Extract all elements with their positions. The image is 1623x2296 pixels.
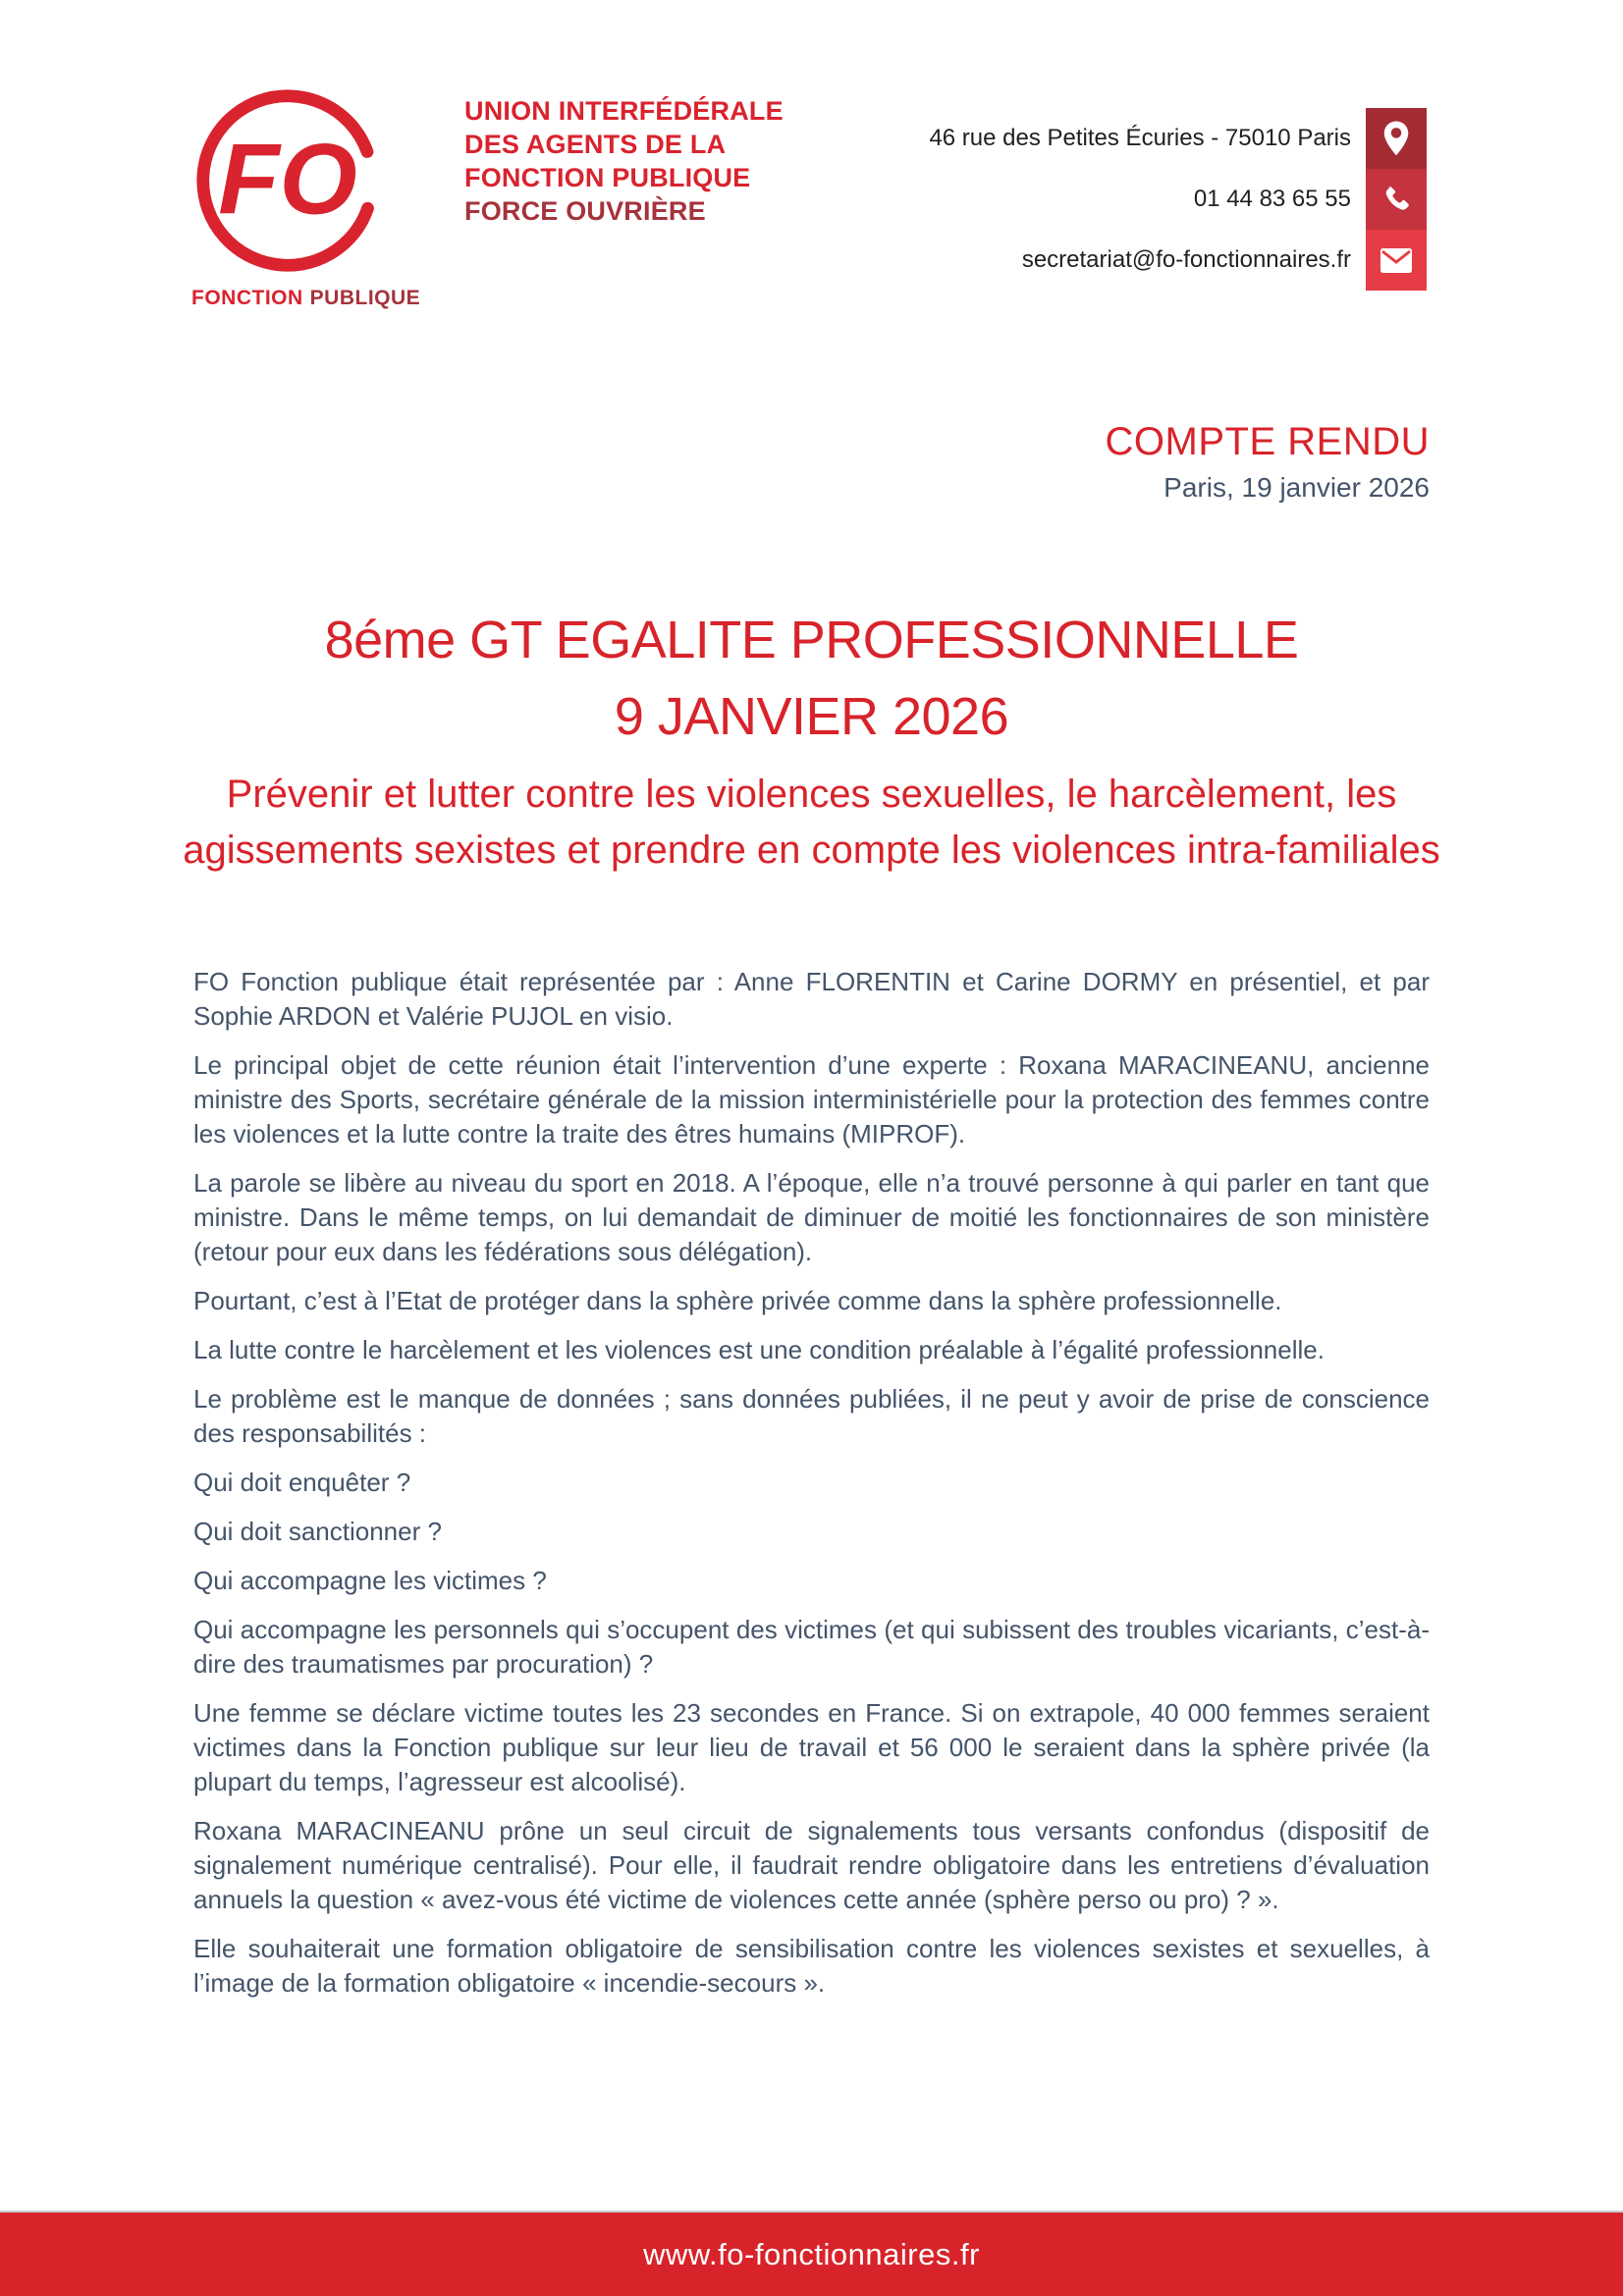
location-pin-icon <box>1366 108 1427 169</box>
footer-website: www.fo-fonctionnaires.fr <box>643 2236 980 2271</box>
paragraph: Elle souhaiterait une formation obligatoire de sensibilisation contre les violences sexistes et sexuelles, à l’image de la formation obligatoire « incendie-secours ». <box>193 1934 1430 1998</box>
letterhead <box>0 0 1623 310</box>
contact-icons-column <box>1366 108 1427 291</box>
paragraph: Qui accompagne les personnels qui s’occupent des victimes (et qui subissent des troubles vicariants, c’est-à-dire des traumatismes par procuration) ? <box>193 1615 1430 1679</box>
envelope-icon <box>1366 230 1427 291</box>
contact-email: secretariat@fo-fonctionnaires.fr <box>1021 246 1351 273</box>
org-line-4: FORCE OUVRIÈRE <box>464 196 706 226</box>
footer-bar <box>0 2211 1623 2296</box>
logo-caption-word2: PUBLIQUE <box>309 287 421 309</box>
paragraph: FO Fonction publique était représentée par : Anne FLORENTIN et Carine DORMY en présentiel, et par Sophie ARDON et Valérie PUJOL en visio. <box>193 967 1430 1031</box>
logo-caption-word1: FONCTION <box>191 287 303 309</box>
paragraph: Qui doit sanctionner ? <box>193 1517 442 1546</box>
org-line-1: UNION INTERFÉDÉRALE <box>464 96 784 126</box>
title-line-2: 9 JANVIER 2026 <box>614 687 1009 746</box>
title-block <box>0 602 1623 879</box>
phone-icon <box>1366 169 1427 230</box>
document-body <box>0 965 1623 2001</box>
paragraph: Qui doit enquêter ? <box>193 1468 411 1497</box>
contact-address: 46 rue des Petites Écuries - 75010 Paris <box>929 125 1351 151</box>
fo-logo-icon <box>191 84 384 281</box>
dateline: Paris, 19 janvier 2026 <box>1163 472 1430 503</box>
paragraph: Le principal objet de cette réunion était l’intervention d’une experte : Roxana MARACINEANU, ancienne ministre des Sports, secrétaire générale de la mission interministérielle pour la protection des femmes contre les violences et la lutte contre la traite des êtres humains (MIPROF). <box>193 1050 1430 1148</box>
document-type-heading: COMPTE RENDU <box>1105 420 1430 463</box>
logo-caption <box>191 287 421 310</box>
document-meta <box>0 420 1623 504</box>
organization-name <box>464 84 784 228</box>
org-line-3: FONCTION PUBLIQUE <box>464 163 751 192</box>
fo-logo-block <box>191 84 421 310</box>
paragraph: Le problème est le manque de données ; sans données publiées, il ne peut y avoir de prise de conscience des responsabilités : <box>193 1384 1430 1448</box>
title-line-1: 8éme GT EGALITE PROFESSIONNELLE <box>324 611 1299 669</box>
org-line-2: DES AGENTS DE LA <box>464 130 727 159</box>
paragraph: Qui accompagne les victimes ? <box>193 1566 547 1595</box>
paragraph: La parole se libère au niveau du sport en 2018. A l’époque, elle n’a trouvé personne à qui parler en tant que ministre. Dans le même temps, on lui demandait de diminuer de moitié les fonctionnaires de son ministère (retour pour eux dans les fédérations sous délégation). <box>193 1168 1430 1266</box>
contact-block <box>929 108 1351 291</box>
paragraph: La lutte contre le harcèlement et les violences est une condition préalable à l’égalité professionnelle. <box>193 1335 1325 1364</box>
fo-logo-letters: FO <box>218 123 357 236</box>
document-subtitle: Prévenir et lutter contre les violences sexuelles, le harcèlement, les agissements sexistes et prendre en compte les violences intra-familiales <box>183 773 1440 872</box>
paragraph: Une femme se déclare victime toutes les 23 secondes en France. Si on extrapole, 40 000 femmes seraient victimes dans la Fonction publique sur leur lieu de travail et 56 000 le seraient dans la sphère privée (la plupart du temps, l’agresseur est alcoolisé). <box>193 1698 1430 1796</box>
paragraph: Pourtant, c’est à l’Etat de protéger dans la sphère privée comme dans la sphère professionnelle. <box>193 1286 1282 1315</box>
contact-phone: 01 44 83 65 55 <box>1193 186 1351 212</box>
paragraph: Roxana MARACINEANU prône un seul circuit de signalements tous versants confondus (dispositif de signalement numérique centralisé). Pour elle, il faudrait rendre obligatoire dans les entretiens d’évaluation annuels la question « avez-vous été victime de violences cette année (sphère perso ou pro) ? ». <box>193 1816 1430 1914</box>
